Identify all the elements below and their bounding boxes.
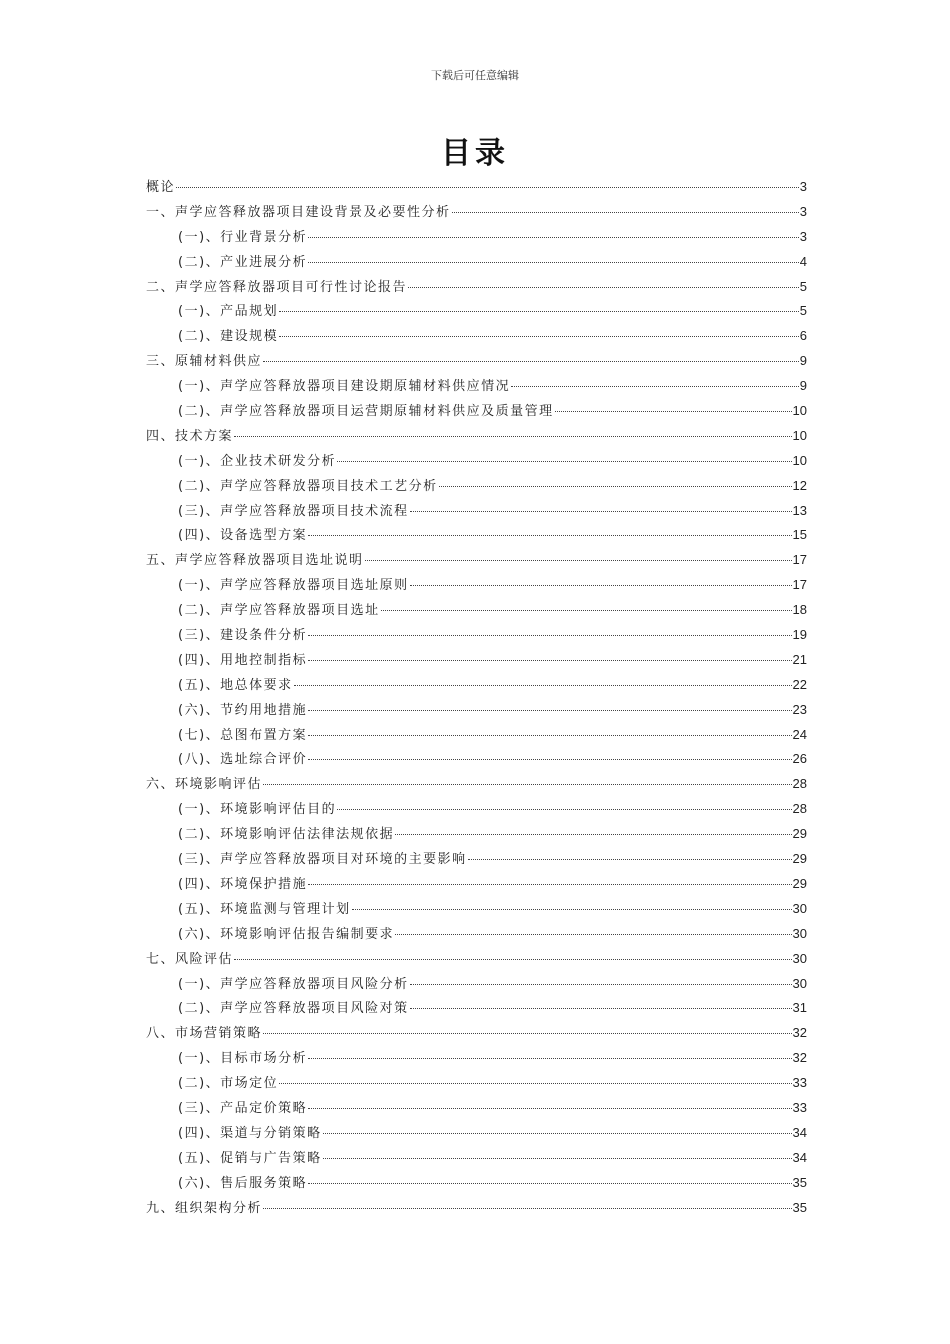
toc-entry[interactable] (146, 299, 807, 324)
toc-entry-label: 七、风险评估 (146, 951, 234, 967)
toc-entry[interactable] (146, 399, 807, 424)
toc-entry[interactable] (146, 1146, 807, 1171)
toc-entry-page: 34 (792, 1149, 807, 1165)
toc-entry[interactable] (146, 1196, 807, 1221)
toc-leader-dots (176, 187, 799, 188)
toc-entry[interactable] (146, 523, 807, 548)
toc-entry[interactable] (146, 797, 807, 822)
toc-entry[interactable] (146, 623, 807, 648)
toc-entry-page: 3 (799, 179, 807, 194)
toc-entry-page: 3 (799, 203, 807, 219)
toc-leader-dots (294, 685, 792, 686)
toc-leader-dots (323, 1158, 792, 1159)
toc-leader-dots (410, 585, 792, 586)
toc-entry-label: (五)、环境监测与管理计划 (178, 901, 351, 917)
toc-leader-dots (308, 262, 799, 263)
toc-entry-page: 15 (792, 527, 807, 543)
toc-entry[interactable] (146, 822, 807, 847)
toc-entry-label: (八)、选址综合评价 (178, 752, 308, 768)
toc-entry-label: (一)、行业背景分析 (178, 229, 308, 245)
toc-leader-dots (511, 386, 799, 387)
toc-leader-dots (410, 1008, 792, 1009)
toc-leader-dots (234, 436, 792, 437)
toc-leader-dots (308, 535, 791, 536)
toc-entry[interactable] (146, 1046, 807, 1071)
toc-leader-dots (308, 759, 791, 760)
toc-leader-dots (555, 411, 792, 412)
toc-entry[interactable] (146, 573, 807, 598)
toc-entry-label: (六)、售后服务策略 (178, 1175, 308, 1191)
toc-entry-page: 32 (792, 1050, 807, 1066)
toc-leader-dots (308, 635, 791, 636)
toc-entry-label: (四)、渠道与分销策略 (178, 1125, 322, 1141)
toc-entry[interactable] (146, 374, 807, 399)
toc-entry-page: 35 (792, 1199, 807, 1215)
toc-entry[interactable] (146, 872, 807, 897)
toc-leader-dots (308, 735, 791, 736)
toc-entry-label: 一、声学应答释放器项目建设背景及必要性分析 (146, 204, 451, 220)
toc-leader-dots (352, 909, 792, 910)
toc-entry[interactable] (146, 324, 807, 349)
toc-entry[interactable] (146, 1171, 807, 1196)
toc-entry[interactable] (146, 474, 807, 499)
toc-entry-page: 24 (792, 726, 807, 742)
toc-leader-dots (439, 486, 792, 487)
toc-entry[interactable] (146, 1021, 807, 1046)
toc-leader-dots (308, 710, 791, 711)
toc-entry-page: 17 (792, 577, 807, 593)
toc-leader-dots (279, 311, 799, 312)
toc-entry[interactable] (146, 499, 807, 524)
toc-entry-page: 35 (792, 1174, 807, 1190)
toc-leader-dots (263, 784, 792, 785)
toc-entry-page: 13 (792, 502, 807, 518)
toc-entry[interactable] (146, 772, 807, 797)
toc-leader-dots (308, 237, 799, 238)
toc-leader-dots (365, 560, 792, 561)
toc-entry-label: (二)、产业进展分析 (178, 254, 308, 270)
toc-leader-dots (308, 1058, 791, 1059)
toc-leader-dots (308, 884, 791, 885)
toc-entry-page: 28 (792, 801, 807, 817)
toc-entry-page: 4 (799, 253, 807, 269)
toc-entry-label: (二)、声学应答释放器项目技术工艺分析 (178, 478, 438, 494)
toc-entry[interactable] (146, 1071, 807, 1096)
toc-entry[interactable] (146, 424, 807, 449)
toc-leader-dots (408, 287, 799, 288)
toc-entry-page: 31 (792, 1000, 807, 1016)
toc-entry-label: (一)、声学应答释放器项目选址原则 (178, 578, 409, 594)
toc-entry[interactable] (146, 698, 807, 723)
toc-entry-label: (二)、环境影响评估法律法规依据 (178, 827, 395, 843)
toc-entry-page: 26 (792, 751, 807, 767)
toc-entry[interactable] (146, 1121, 807, 1146)
toc-entry-label: 五、声学应答释放器项目选址说明 (146, 553, 364, 569)
toc-entry-page: 12 (792, 477, 807, 493)
toc-leader-dots (308, 1108, 791, 1109)
toc-entry[interactable] (146, 349, 807, 374)
toc-leader-dots (263, 1208, 792, 1209)
toc-entry[interactable] (146, 922, 807, 947)
toc-entry[interactable] (146, 250, 807, 275)
toc-entry-page: 30 (792, 975, 807, 991)
toc-entry-label: (一)、目标市场分析 (178, 1051, 308, 1067)
table-of-contents (146, 175, 807, 1220)
toc-entry-page: 5 (799, 278, 807, 294)
toc-entry-label: (一)、声学应答释放器项目风险分析 (178, 976, 409, 992)
toc-entry-label: (二)、市场定位 (178, 1076, 279, 1092)
toc-leader-dots (410, 984, 792, 985)
toc-entry-page: 6 (799, 328, 807, 344)
toc-leader-dots (395, 834, 791, 835)
toc-leader-dots (308, 660, 791, 661)
toc-entry-page: 29 (792, 851, 807, 867)
toc-leader-dots (323, 1133, 792, 1134)
toc-leader-dots (308, 1183, 791, 1184)
toc-entry-label: (四)、用地控制指标 (178, 652, 308, 668)
toc-leader-dots (279, 336, 799, 337)
toc-entry-label: (五)、促销与广告策略 (178, 1150, 322, 1166)
toc-entry[interactable] (146, 598, 807, 623)
toc-entry[interactable] (146, 747, 807, 772)
toc-entry[interactable] (146, 449, 807, 474)
toc-entry-label: 四、技术方案 (146, 428, 234, 444)
toc-leader-dots (263, 1033, 792, 1034)
toc-entry-label: (五)、地总体要求 (178, 677, 293, 693)
toc-entry-page: 5 (799, 303, 807, 319)
toc-entry-page: 30 (792, 925, 807, 941)
toc-entry[interactable] (146, 275, 807, 300)
toc-entry-page: 21 (792, 651, 807, 667)
toc-entry-page: 10 (792, 403, 807, 419)
toc-leader-dots (234, 959, 792, 960)
toc-entry-page: 30 (792, 950, 807, 966)
toc-leader-dots (279, 1083, 791, 1084)
toc-entry-page: 33 (792, 1099, 807, 1115)
toc-entry[interactable] (146, 548, 807, 573)
toc-entry-page: 29 (792, 875, 807, 891)
toc-leader-dots (452, 212, 799, 213)
toc-entry-page: 28 (792, 776, 807, 792)
toc-entry-page: 10 (792, 452, 807, 468)
toc-entry[interactable] (146, 847, 807, 872)
toc-entry-page: 29 (792, 826, 807, 842)
toc-entry-label: (七)、总图布置方案 (178, 727, 308, 743)
toc-entry-page: 19 (792, 627, 807, 643)
toc-entry-label: (三)、声学应答释放器项目技术流程 (178, 503, 409, 519)
toc-entry-page: 32 (792, 1025, 807, 1041)
toc-entry[interactable] (146, 996, 807, 1021)
toc-leader-dots (468, 859, 792, 860)
toc-entry[interactable] (146, 723, 807, 748)
toc-leader-dots (263, 361, 799, 362)
toc-entry-page: 10 (792, 427, 807, 443)
toc-entry-page: 34 (792, 1124, 807, 1140)
toc-leader-dots (337, 809, 791, 810)
toc-entry-label: (一)、声学应答释放器项目建设期原辅材料供应情况 (178, 379, 511, 395)
toc-entry-label: 二、声学应答释放器项目可行性讨论报告 (146, 279, 408, 295)
toc-entry-label: (二)、声学应答释放器项目运营期原辅材料供应及质量管理 (178, 404, 554, 420)
page-title: 目录 (441, 136, 509, 171)
toc-entry[interactable] (146, 225, 807, 250)
toc-entry[interactable] (146, 648, 807, 673)
toc-entry-label: (三)、产品定价策略 (178, 1100, 308, 1116)
toc-entry-label: 九、组织架构分析 (146, 1200, 263, 1216)
toc-entry-label: (六)、环境影响评估报告编制要求 (178, 926, 395, 942)
toc-entry-label: (三)、声学应答释放器项目对环境的主要影响 (178, 852, 467, 868)
toc-entry[interactable] (146, 673, 807, 698)
toc-entry-label: (三)、建设条件分析 (178, 628, 308, 644)
toc-entry-label: 三、原辅材料供应 (146, 354, 263, 370)
toc-entry-label: 八、市场营销策略 (146, 1026, 263, 1042)
toc-entry-label: (二)、声学应答释放器项目风险对策 (178, 1001, 409, 1017)
toc-entry-label: (四)、环境保护措施 (178, 876, 308, 892)
toc-entry[interactable] (146, 897, 807, 922)
toc-entry-page: 33 (792, 1075, 807, 1091)
toc-entry-page: 23 (792, 701, 807, 717)
toc-entry[interactable] (146, 1096, 807, 1121)
toc-entry-label: (一)、企业技术研发分析 (178, 453, 337, 469)
toc-entry-page: 9 (799, 353, 807, 369)
toc-entry-page: 3 (799, 228, 807, 244)
toc-entry-page: 18 (792, 602, 807, 618)
toc-entry-label: (四)、设备选型方案 (178, 528, 308, 544)
toc-entry[interactable] (146, 972, 807, 997)
toc-entry-page: 17 (792, 552, 807, 568)
toc-entry[interactable] (146, 175, 807, 200)
toc-entry-label: (一)、产品规划 (178, 304, 279, 320)
toc-entry[interactable] (146, 200, 807, 225)
toc-entry-label: (二)、声学应答释放器项目选址 (178, 603, 380, 619)
toc-entry-label: 六、环境影响评估 (146, 777, 263, 793)
toc-leader-dots (410, 511, 792, 512)
toc-leader-dots (395, 934, 791, 935)
toc-entry-page: 22 (792, 676, 807, 692)
toc-entry-label: (二)、建设规模 (178, 329, 279, 345)
toc-entry-page: 9 (799, 378, 807, 394)
page-header: 下载后可任意编辑 (431, 69, 519, 82)
toc-entry[interactable] (146, 947, 807, 972)
toc-entry-label: (六)、节约用地措施 (178, 702, 308, 718)
toc-entry-page: 30 (792, 900, 807, 916)
toc-leader-dots (337, 461, 791, 462)
toc-leader-dots (381, 610, 792, 611)
toc-entry-label: 概论 (146, 180, 176, 195)
toc-entry-label: (一)、环境影响评估目的 (178, 802, 337, 818)
